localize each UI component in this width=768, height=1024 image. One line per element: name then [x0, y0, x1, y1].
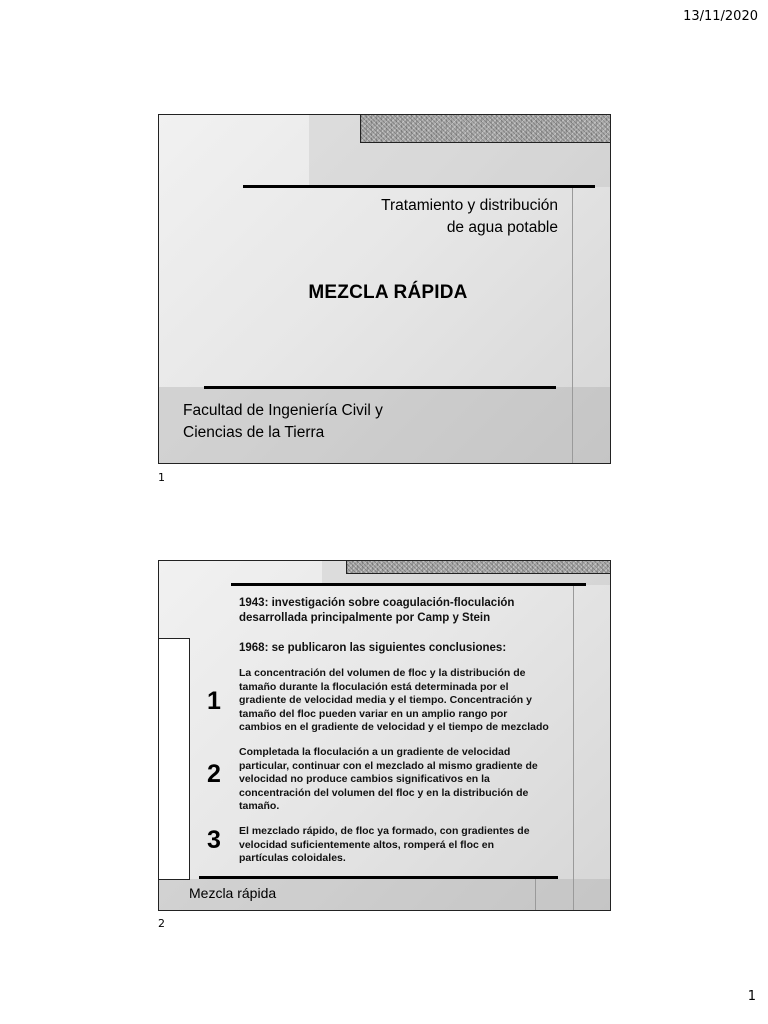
- slide-subtitle: [318, 195, 558, 239]
- slide-footer: [183, 400, 383, 444]
- item-number: 2: [207, 760, 221, 788]
- subtitle-line: de agua potable: [446, 219, 558, 236]
- conclusion-item: [239, 746, 538, 814]
- item-line: velocidad no produce cambios significativos en la: [239, 773, 490, 785]
- conclusion-item: [239, 667, 549, 735]
- intro-paragraph: [239, 596, 514, 626]
- decorative-vertical-line: [535, 879, 536, 910]
- conclusion-item: [239, 825, 530, 866]
- decorative-white-panel: [159, 638, 190, 880]
- item-number: 1: [207, 687, 221, 715]
- item-number: 3: [207, 826, 221, 854]
- slide-footer: Mezcla rápida: [189, 885, 277, 901]
- slide-2: [158, 560, 611, 911]
- slide-title: MEZCLA RÁPIDA: [308, 282, 468, 303]
- item-line: tamaño.: [239, 800, 280, 812]
- document-date: 13/11/2020: [683, 9, 758, 24]
- item-line: tamaño durante la floculación está determinada por el: [239, 680, 509, 693]
- intro-line: 1943: investigación sobre coagulación-floculación: [239, 597, 515, 609]
- slide-index: 2: [158, 917, 165, 930]
- title-rule-bottom: [204, 386, 556, 389]
- decorative-vertical-line: [573, 585, 574, 910]
- item-line: Completada la floculación a un gradiente de velocidad: [239, 746, 511, 758]
- item-line: La concentración del volumen de floc y la distribución de: [239, 667, 526, 679]
- item-line: gradiente de velocidad media y el tiempo. Concentración y: [239, 694, 532, 706]
- subtitle-line: Tratamiento y distribución: [381, 197, 558, 214]
- footer-line: Facultad de Ingeniería Civil y: [183, 402, 383, 419]
- item-line: concentración del volumen del floc y en la distribución de: [239, 786, 529, 799]
- page-number: 1: [747, 989, 756, 1004]
- conclusions-heading: 1968: se publicaron las siguientes conclusiones:: [239, 642, 507, 654]
- slide-index: 1: [158, 471, 165, 484]
- item-line: particular, continuar con el mezclado al mismo gradiente de: [239, 759, 538, 772]
- item-line: tamaño del floc pueden variar en un amplio rango por: [239, 707, 508, 720]
- item-line: partículas coloidales.: [239, 852, 346, 864]
- item-line: velocidad suficientemente altos, romperá el floc en: [239, 838, 494, 851]
- decorative-texture-band: [346, 561, 610, 574]
- title-rule-bottom: [199, 876, 558, 879]
- intro-line: desarrollada principalmente por Camp y Stein: [239, 612, 491, 624]
- item-line: El mezclado rápido, de floc ya formado, con gradientes de: [239, 825, 530, 837]
- footer-line: Ciencias de la Tierra: [183, 424, 325, 441]
- title-rule-top: [231, 583, 586, 586]
- decorative-texture-band: [360, 115, 610, 143]
- title-rule-top: [243, 185, 595, 188]
- decorative-vertical-line: [572, 187, 573, 463]
- slide-1: [158, 114, 611, 464]
- item-line: cambios en el gradiente de velocidad y el tiempo de mezclado: [239, 721, 549, 733]
